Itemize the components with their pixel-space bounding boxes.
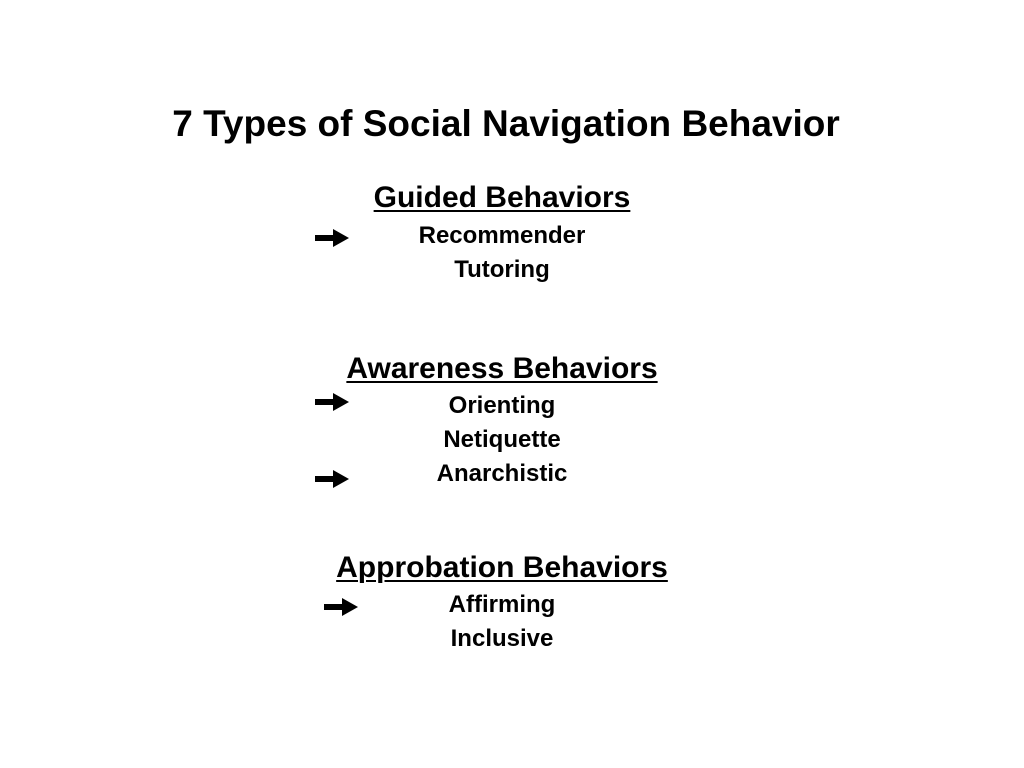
awareness-item-anarchistic: Anarchistic <box>436 460 568 487</box>
awareness-behaviors-heading: Awareness Behaviors <box>346 352 658 385</box>
awareness-item-orienting: Orienting <box>448 392 556 419</box>
awareness-item-netiquette: Netiquette <box>443 426 561 453</box>
guided-item-tutoring: Tutoring <box>454 256 550 283</box>
approbation-item-inclusive: Inclusive <box>450 625 554 652</box>
approbation-item-affirming: Affirming <box>448 591 556 618</box>
approbation-behaviors-heading: Approbation Behaviors <box>336 551 668 584</box>
slide-title: 7 Types of Social Navigation Behavior <box>172 103 840 144</box>
guided-behaviors-heading: Guided Behaviors <box>373 181 631 214</box>
guided-item-recommender: Recommender <box>418 222 586 249</box>
